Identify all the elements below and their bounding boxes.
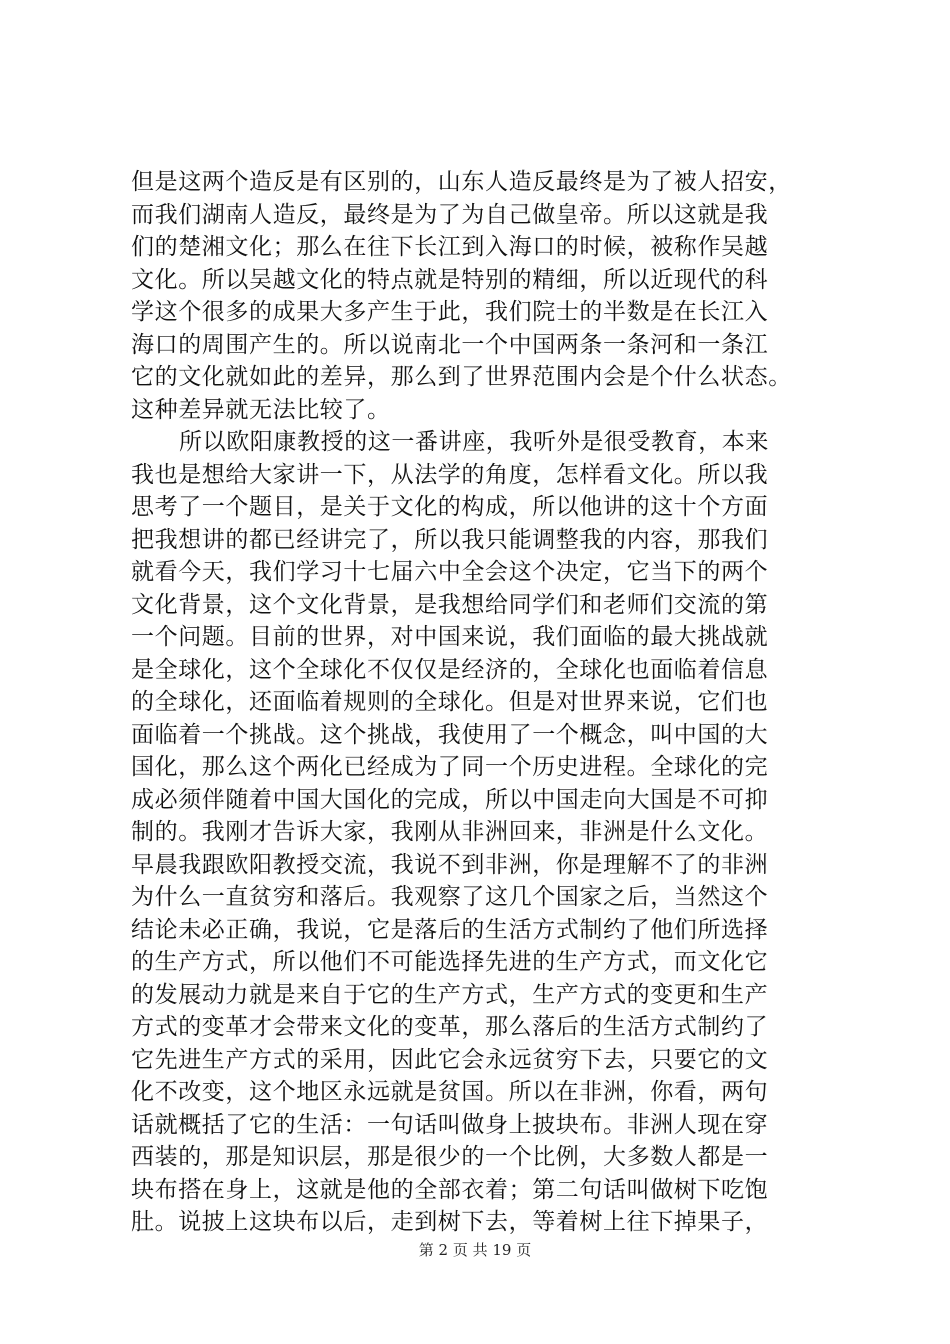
text-line: 而我们湖南人造反，最终是为了为自己做皇帝。所以这就是我 [131, 201, 769, 228]
text-line: 海口的周围产生的。所以说南北一个中国两条一条河和一条江 [131, 331, 769, 358]
text-line: 结论未必正确，我说，它是落后的生活方式制约了他们所选择 [131, 916, 769, 943]
text-line: 块布搭在身上，这就是他的全部衣着；第二句话叫做树下吃饱 [131, 1176, 769, 1203]
text-line: 文化背景，这个文化背景，是我想给同学们和老师们交流的第 [131, 591, 769, 618]
page-number: 第 2 页 共 19 页 [418, 1241, 532, 1259]
text-line: 它先进生产方式的采用，因此它会永远贫穷下去，只要它的文 [131, 1046, 769, 1073]
text-line: 文化。所以吴越文化的特点就是特别的精细，所以近现代的科 [131, 266, 769, 293]
text-line: 话就概括了它的生活：一句话叫做身上披块布。非洲人现在穿 [131, 1111, 769, 1138]
text-line: 制的。我刚才告诉大家，我刚从非洲回来，非洲是什么文化。 [131, 819, 769, 845]
text-line: 西装的，那是知识层，那是很少的一个比例，大多数人都是一 [131, 1144, 769, 1170]
text-line: 的生产方式，所以他们不可能选择先进的生产方式，而文化它 [131, 949, 769, 975]
text-line: 国化，那么这个两化已经成为了同一个历史进程。全球化的完 [131, 754, 769, 780]
paragraph-1 [131, 166, 831, 426]
text-line: 早晨我跟欧阳教授交流，我说不到非洲，你是理解不了的非洲 [131, 851, 769, 878]
text-line: 学这个很多的成果大多产生于此，我们院士的半数是在长江入 [131, 299, 769, 325]
text-line: 方式的变革才会带来文化的变革，那么落后的生活方式制约了 [131, 1014, 769, 1040]
text-line: 化不改变，这个地区永远就是贫国。所以在非洲，你看，两句 [131, 1079, 769, 1105]
text-line: 思考了一个题目，是关于文化的构成，所以他讲的这十个方面 [131, 494, 769, 520]
text-line: 为什么一直贫穷和落后。我观察了这几个国家之后，当然这个 [131, 884, 769, 910]
text-line: 这种差异就无法比较了。 [131, 396, 391, 423]
text-line: 成必须伴随着中国大国化的完成，所以中国走向大国是不可抑 [131, 786, 769, 813]
text-line: 就看今天，我们学习十七届六中全会这个决定，它当下的两个 [131, 559, 769, 585]
body-text [131, 166, 831, 1239]
text-line: 们的楚湘文化；那么在往下长江到入海口的时候，被称作吴越 [131, 234, 769, 260]
text-line: 我也是想给大家讲一下，从法学的角度，怎样看文化。所以我 [131, 461, 769, 488]
paragraph-2 [131, 426, 831, 1239]
text-line: 把我想讲的都已经讲完了，所以我只能调整我的内容，那我们 [131, 526, 769, 553]
text-line: 一个问题。目前的世界，对中国来说，我们面临的最大挑战就 [131, 624, 769, 650]
text-line: 所以欧阳康教授的这一番讲座，我听外是很受教育，本来 [179, 429, 769, 455]
text-line: 的发展动力就是来自于它的生产方式，生产方式的变更和生产 [131, 981, 769, 1008]
text-line: 它的文化就如此的差异，那么到了世界范围内会是个什么状态。 [131, 364, 792, 390]
page-footer [0, 1239, 950, 1260]
text-line: 肚。说披上这块布以后，走到树下去，等着树上往下掉果子， [131, 1209, 769, 1235]
text-line: 的全球化，还面临着规则的全球化。但是对世界来说，它们也 [131, 689, 769, 715]
text-line: 是全球化，这个全球化不仅仅是经济的，全球化也面临着信息 [131, 656, 769, 683]
text-line: 但是这两个造反是有区别的，山东人造反最终是为了被人招安， [131, 169, 792, 195]
text-line: 面临着一个挑战。这个挑战，我使用了一个概念，叫中国的大 [131, 721, 769, 748]
